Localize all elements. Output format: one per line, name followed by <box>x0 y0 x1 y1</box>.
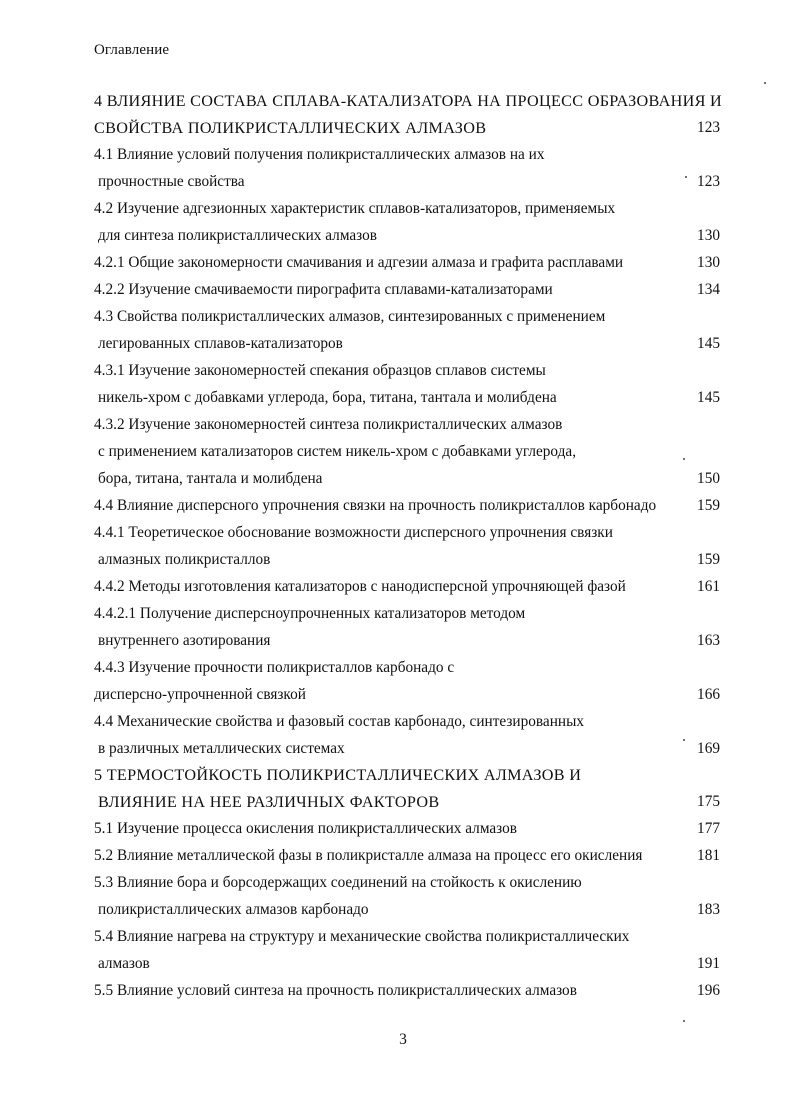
toc-page-number: 181 <box>697 847 720 864</box>
toc-entry-line: СВОЙСТВА ПОЛИКРИСТАЛЛИЧЕСКИХ АЛМАЗОВ <box>94 119 487 137</box>
scan-speck <box>764 82 766 84</box>
toc-entry-line: 4.2.2 Изучение смачиваемости пирографита сплавами-катализаторами <box>94 281 553 298</box>
toc-page-number: 145 <box>697 335 720 352</box>
toc-entry-line: алмазов <box>98 955 150 972</box>
toc-page-number: 191 <box>697 955 720 972</box>
scan-speck <box>683 458 685 460</box>
toc-page-number: 123 <box>697 119 720 136</box>
toc-entry-line: 4.4.2 Методы изготовления катализаторов с нанодисперсной упрочняющей фазой <box>94 578 626 595</box>
toc-entry-line: 4.4.2.1 Получение дисперсноупрочненных катализаторов методом <box>94 605 526 622</box>
toc-entry-line: 4.4 Влияние дисперсного упрочнения связки на прочность поликристаллов карбонадо <box>94 497 657 514</box>
toc-entry-line: 5.3 Влияние бора и борсодержащих соединений на стойкость к окислению <box>94 874 582 891</box>
toc-entry-line: 5.5 Влияние условий синтеза на прочность поликристаллических алмазов <box>94 982 577 999</box>
scan-speck <box>683 1020 685 1022</box>
toc-entry-line: 4 ВЛИЯНИЕ СОСТАВА СПЛАВА-КАТАЛИЗАТОРА НА ПРОЦЕСС ОБРАЗОВАНИЯ И <box>94 92 722 110</box>
toc-entry-line: прочностные свойства <box>98 173 245 190</box>
toc-entry-line: с применением катализаторов систем никель-хром с добавками углерода, <box>98 443 577 460</box>
toc-entry-line: 4.1 Влияние условий получения поликристаллических алмазов на их <box>94 146 545 163</box>
toc-entry-line: легированных сплавов-катализаторов <box>98 335 343 352</box>
toc-page-number: 123 <box>697 173 720 190</box>
toc-page-number: 150 <box>697 470 720 487</box>
toc-page-number: 183 <box>697 901 720 918</box>
toc-entry-line: 4.4 Механические свойства и фазовый состав карбонадо, синтезированных <box>94 713 585 730</box>
toc-entry-line: 4.4.1 Теоретическое обоснование возможности дисперсного упрочнения связки <box>94 524 613 541</box>
toc-entry-line: 4.3.1 Изучение закономерностей спекания образцов сплавов системы <box>94 362 546 379</box>
toc-page-number: 175 <box>697 793 720 810</box>
toc-entry-line: 5.4 Влияние нагрева на структуру и механические свойства поликристаллических <box>94 928 630 945</box>
toc-entry-line: 5 ТЕРМОСТОЙКОСТЬ ПОЛИКРИСТАЛЛИЧЕСКИХ АЛМАЗОВ И <box>94 766 582 784</box>
toc-entry-line: 4.3.2 Изучение закономерностей синтеза поликристаллических алмазов <box>94 416 563 433</box>
toc-page-number: 169 <box>697 740 720 757</box>
toc-page-number: 130 <box>697 254 720 271</box>
toc-page-number: 177 <box>697 820 720 837</box>
toc-page-number: 145 <box>697 389 720 406</box>
toc-page-number: 161 <box>697 578 720 595</box>
toc-page-number: 159 <box>697 551 720 568</box>
toc-page-number: 134 <box>697 281 720 298</box>
toc-page-number: 130 <box>697 227 720 244</box>
toc-page-number: 159 <box>697 497 720 514</box>
toc-entry-line: ВЛИЯНИЕ НА НЕЕ РАЗЛИЧНЫХ ФАКТОРОВ <box>98 793 440 811</box>
scan-speck <box>683 739 685 741</box>
toc-page-number: 196 <box>697 982 720 999</box>
page-number: 3 <box>399 1031 407 1048</box>
toc-entry-line: 4.2.1 Общие закономерности смачивания и адгезии алмаза и графита расплавами <box>94 254 624 271</box>
scan-speck <box>685 176 687 178</box>
toc-entry-line: 4.2 Изучение адгезионных характеристик сплавов-катализаторов, применяемых <box>94 200 616 217</box>
toc-page-number: 166 <box>697 686 720 703</box>
toc-entry-line: для синтеза поликристаллических алмазов <box>98 227 378 244</box>
toc-entry-line: дисперсно-упрочненной связкой <box>94 686 306 703</box>
toc-entry-line: 4.3 Свойства поликристаллических алмазов, синтезированных с применением <box>94 308 606 325</box>
toc-entry-line: алмазных поликристаллов <box>98 551 271 568</box>
page-header: Оглавление <box>94 42 170 58</box>
toc-entry-line: никель-хром с добавками углерода, бора, титана, тантала и молибдена <box>98 389 557 406</box>
toc-entry-line: бора, титана, тантала и молибдена <box>98 470 323 487</box>
toc-entry-line: внутреннего азотирования <box>98 632 271 649</box>
toc-entry-line: 4.4.3 Изучение прочности поликристаллов карбонадо с <box>94 659 455 676</box>
toc-entry-line: в различных металлических системах <box>98 740 345 757</box>
toc-entry-line: 5.2 Влияние металлической фазы в поликристалле алмаза на процесс его окисления <box>94 847 643 864</box>
toc-entry-line: поликристаллических алмазов карбонадо <box>98 901 369 918</box>
toc-entry-line: 5.1 Изучение процесса окисления поликристаллических алмазов <box>94 820 518 837</box>
toc-page-number: 163 <box>697 632 720 649</box>
